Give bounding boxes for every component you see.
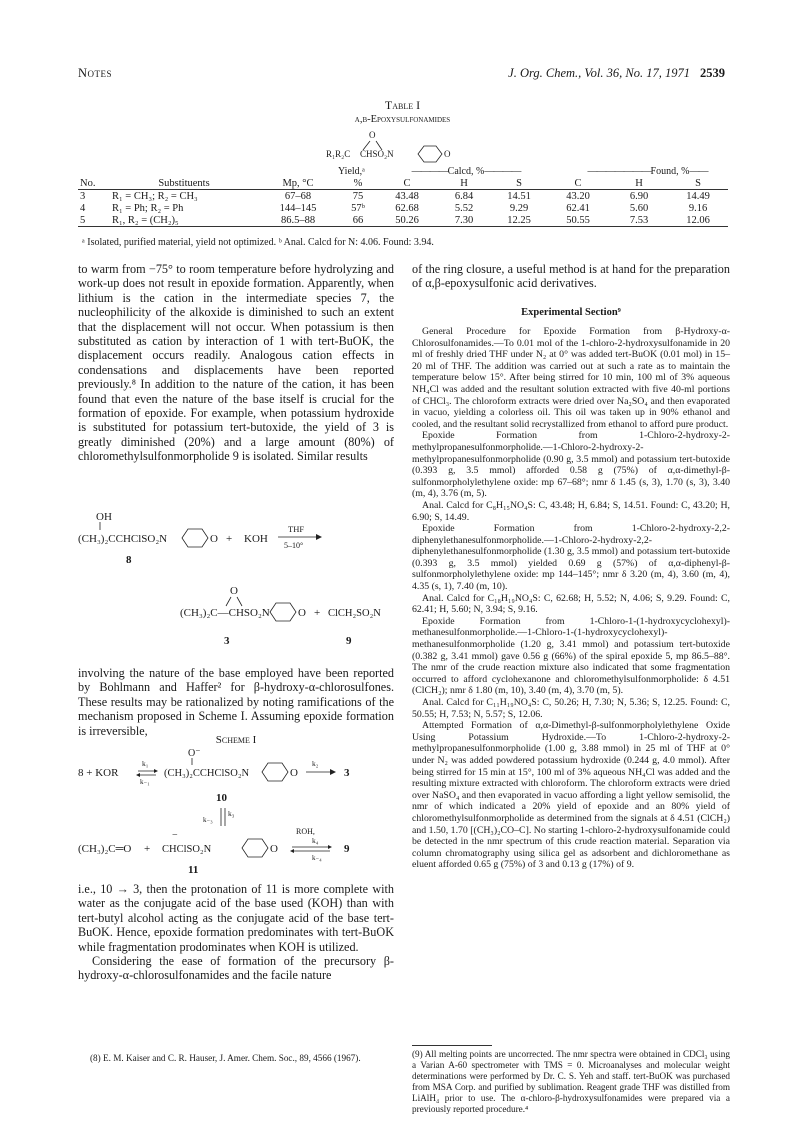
left-paragraph-1 — [78, 262, 394, 464]
col-header: No. — [80, 177, 96, 189]
table-cell: 7.53 — [629, 214, 649, 226]
experimental-paragraph: General Procedure for Epoxide Formation from β-Hydroxy-α-Chlorosulfonamides.—To 0.01 mol of the 1-chloro-2-hydroxysulfonamide in 20 ml of freshly dried THF under N₂ at 0° was added tert-BuOK (0.01 mol) in 15–20 ml of THF. The addition was carried out at such a rate as to maintain the temperature below 15°. After being stirred for 10 min, 100 ml of 3% aqueous NH₄Cl was added and the resultant solution extracted with five 40-ml portions of CHCl₃. The chloroform extracts were dried over Na₂SO₄ and then evaporated in vacuo, yielding a colorless oil. This oil was taken up in 90% ethanol and cooled, and the resultant solid recrystallized from ethanol to afford pure product. — [412, 326, 730, 430]
body-text: to warm from −75° to room temperature before hydrolyzing and work-up does not result in epoxide formation. Apparently, when lithium is the cation in the intermediate species 7, the nucleophilicity of the alkoxide is diminished to such an extent that the displacement will not occur. When potassium is then substituted as cation by interaction of 1 with tert-BuOK, the displacement occurs readily. Analogous cation effects in condensations and displacements have been reported previously.⁸ In addition to the nature of the cation, it has been found that even the nature of the base itself is crucial for the formation of epoxide. For example, when potassium hydroxide is substituted for potassium tert-butoxide, the yield of 3 is greatly diminished (20%) and a large amount (80%) of chloromethylsulfonmorpholide 9 is isolated. Similar results — [78, 262, 394, 464]
morpholine-ring-icon — [262, 763, 288, 781]
experimental-paragraph: Epoxide Formation from 1-Chloro-1-(1-hydroxycyclohexyl)-methanesulfonmorpholide.—1-Chloro-1-(1-hydroxycyclohexyl)-methanesulfonmorpholide (1.20 g, 3.41 mmol) and potassium tert-butoxide (0.382 g, 3.41 mmol) gave 0.56 g (66%) of the spiral epoxide 5, mp 86.5–88°. The nmr of the crude reaction mixture also indicated that some fragmentation occurred to afford cyclohexanone and chloromethylsulfonmorpholide: δ 4.51 (ClCH₂); nmr δ 1.80 (m, 10), 3.40 (m, 4), 3.70 (m, 5). — [412, 615, 730, 697]
table-subtitle: α,β-Epoxysulfonamides — [354, 114, 451, 125]
table-cell: 86.5–88 — [280, 214, 316, 226]
journal-citation: J. Org. Chem., Vol. 36, No. 17, 1971 — [508, 66, 690, 80]
found-head: ———————Found, %—— — [587, 166, 708, 177]
body-text: i.e., 10 → 3, then the protonation of 11 is more complete with water as the conjugate acid of the base used (KOH) than with tert-butyl alcohol acting as the conjugate acid of the base tert-BuOK. Hence, epoxide formation predominates with tert-BuOK while fragmentation prodominates when KOH is utilized. — [78, 882, 394, 954]
table-row — [78, 214, 728, 227]
svg-text:+: + — [314, 607, 321, 619]
svg-text:O: O — [270, 843, 278, 855]
table-cell: 5.52 — [454, 202, 474, 214]
svg-text:O: O — [290, 767, 298, 779]
table-cell: 43.20 — [566, 190, 590, 202]
svg-text:k₋₄: k₋₄ — [312, 854, 322, 862]
footnote-rule — [412, 1045, 492, 1046]
col-header: C — [403, 177, 411, 189]
table-cell: 12.06 — [686, 214, 710, 226]
experimental-paragraph: Anal. Calcd for C₁₁H₁₉NO₄S: C, 50.26; H, 7.30; N, 5.36; S, 12.25. Found: C, 50.55; H, 7.53; N, 5.57; S, 12.06. — [412, 697, 730, 720]
reaction-scheme-koh — [78, 508, 396, 673]
body-text: of the ring closure, a useful method is at hand for the preparation of α,β-epoxysulfonic acid derivatives. — [412, 262, 730, 291]
running-head-journal — [508, 66, 725, 81]
reactant-label: (CH₃)₂CCHClSO₂N — [78, 533, 168, 545]
table-cell: R₁ = Ph; R₂ = Ph — [112, 202, 184, 214]
table-footnote: ᵃ Isolated, purified material, yield not optimized. ᵇ Anal. Calcd for N: 4.06. Found: 3.94. — [82, 237, 434, 248]
table-cell: R₁ = CH₃; R₂ = CH₃ — [112, 190, 198, 202]
svg-text:O: O — [298, 607, 306, 619]
svg-text:k₋₁: k₋₁ — [140, 778, 150, 786]
table-cell: 66 — [352, 214, 364, 226]
col-header: Substituents — [158, 177, 210, 189]
table-cell: 144–145 — [279, 202, 317, 214]
table-cell: 62.68 — [395, 202, 419, 214]
table-cell: 7.30 — [454, 214, 474, 226]
compound-10: 10 — [216, 792, 227, 804]
table-cell: 14.51 — [507, 190, 531, 202]
compound-3: 3 — [224, 635, 230, 647]
scheme-start: 8 + KOR — [78, 767, 119, 779]
epoxide-label: (CH₃)₂C—CHSO₂N — [180, 607, 270, 619]
morpholine-ring-icon — [418, 146, 442, 162]
table-cell: 62.41 — [566, 202, 590, 214]
table-structure — [320, 128, 500, 164]
svg-text:3: 3 — [344, 767, 350, 779]
chloromethyl-label: ClCH₂SO₂N — [328, 608, 381, 619]
body-text: involving the nature of the base employed have been reported by Bohlmann and Haffer² for β-hydroxy-α-chlorosulfones. These results may be rationalized by noting ramifications of the mechanism proposed in Scheme I. Assuming epoxide formation is irreversible, — [78, 666, 394, 738]
svg-text:k₋₃: k₋₃ — [203, 816, 213, 824]
svg-text:O: O — [444, 149, 451, 159]
table-cell: 5.60 — [629, 202, 649, 214]
col-header: % — [353, 177, 363, 189]
svg-text:9: 9 — [344, 843, 350, 855]
data-table — [78, 177, 728, 227]
page-number: 2539 — [700, 66, 725, 80]
experimental-text — [412, 326, 730, 871]
experimental-paragraph: Attempted Formation of α,α-Dimethyl-β-sulfonmorpholylethylene Oxide Using Potassium Hydroxide.—To 1-Chloro-2-hydroxy-2-methylpropanesulfonmorpholide (1.00 g, 3.88 mmol) in 25 ml of THF at 0° under N₂ was added powdered potassium hydroxide (0.244 g, 4.0 mmol). After being stirred for 15 min at 15°, 100 ml of 3% aqueous NH₄Cl was added and the resulting mixture extracted with chloroform. The chloroform extracts were dried over NaSO₄ and then evaporated in vacuo affording a light yellow semisolid, the nmr of which indicated a 20% yield of epoxide and an 80% yield of chloromethylsulfonmorpholide as determined from the signals at δ 4.51 (ClCH₂) and 1.50, 1.70 [(CH₃)₂CO–C]. No starting 1-chloro-2-hydroxysulfonamide could be detected in the nmr spectrum of this crude reaction material. Separation via column chromatography using silica gel as adsorbent and dichloromethane as eluent afforded 0.65 g (75%) of 3 and 0.13 g (17%) of 9. — [412, 720, 730, 871]
table-cell: 4 — [80, 202, 86, 214]
table-cell: 75 — [352, 190, 364, 202]
svg-text:5–10°: 5–10° — [284, 541, 304, 550]
svg-text:ROH,: ROH, — [296, 827, 315, 836]
table-title: Table I — [384, 98, 421, 112]
table-cell: 14.49 — [686, 190, 710, 202]
svg-text:k₂: k₂ — [312, 759, 319, 768]
table-cell: 3 — [80, 190, 86, 202]
anion-label: CHClSO₂N — [162, 844, 212, 855]
svg-text:k₃: k₃ — [228, 809, 235, 818]
table-cell: R₁, R₂ = (CH₂)₅ — [112, 214, 179, 226]
table-cell: 9.29 — [509, 202, 529, 214]
table-cell: 50.26 — [395, 214, 419, 226]
table-row — [78, 202, 728, 214]
calcd-head-label: Calcd, % — [447, 166, 485, 177]
left-paragraph-2 — [78, 666, 394, 738]
svg-text:O⁻: O⁻ — [188, 748, 201, 759]
running-head-section: Notes — [78, 66, 113, 80]
section-heading: Experimental Section⁹ — [521, 307, 621, 318]
structure-left: R₁R₂C — [326, 149, 351, 159]
svg-text:k₁: k₁ — [142, 759, 149, 768]
found-head-label: Found, % — [650, 166, 690, 177]
morpholine-ring-icon — [270, 603, 296, 621]
svg-text:k₄: k₄ — [312, 836, 319, 845]
svg-text:−: − — [172, 830, 178, 841]
right-footnote: (9) All melting points are uncorrected. The nmr spectra were obtained in CDCl₃ using a Varian A-60 spectrometer with TMS = 0. Microanalyses and molecular weight determinations were performed by Dr. C. S. Yeh and staff. tert-BuOK was purchased from MSA Corp. and purified by sublimation. Reagent grade THF was distilled from LiAlH₄ prior to use. The α-chloro-β-hydroxysulfonamides were prepared via a previously reported procedure.⁴ — [412, 1049, 730, 1114]
table-cell: 5 — [80, 214, 86, 226]
left-paragraph-3 — [78, 882, 394, 983]
scheme-1 — [78, 746, 396, 876]
right-paragraph-1 — [412, 262, 730, 291]
table-cell: 67–68 — [284, 190, 312, 202]
oh-label: OH — [96, 511, 112, 523]
compound-8: 8 — [126, 554, 132, 566]
col-header: S — [695, 177, 701, 189]
intermediate-label: (CH₃)₂CCHClSO₂N — [164, 768, 250, 779]
yield-head: Yield,ᵃ — [338, 166, 365, 177]
svg-text:+: + — [144, 843, 151, 855]
calcd-head: ————Calcd, %———— — [411, 166, 521, 177]
col-header: C — [574, 177, 582, 189]
col-header: S — [516, 177, 522, 189]
table-cell: 43.48 — [395, 190, 419, 202]
compound-11: 11 — [188, 864, 199, 876]
acetone-label: (CH₃)₂C═O — [78, 843, 132, 855]
col-header: H — [635, 177, 643, 189]
svg-text:THF: THF — [288, 524, 305, 534]
morpholine-ring-icon — [182, 529, 208, 547]
body-text: Considering the ease of formation of the precursory β-hydroxy-α-chlorosulfonamides and the facile nature — [78, 954, 394, 983]
experimental-paragraph: Anal. Calcd for C₁₈H₁₉NO₄S: C, 62.68; H, 5.52; N, 4.06; S, 9.29. Found: C, 62.41; H, 5.60; N, 3.94; S, 9.16. — [412, 592, 730, 616]
table-cell: 6.84 — [454, 190, 474, 202]
koh-label: KOH — [244, 533, 268, 545]
table-cell: 9.16 — [688, 202, 708, 214]
morpholine-ring-icon — [242, 839, 268, 857]
structure-mid: CHSO₂N — [360, 149, 394, 159]
table-header-row — [78, 177, 728, 190]
svg-text:+: + — [226, 533, 233, 545]
table-cell: 6.90 — [629, 190, 649, 202]
col-header: H — [460, 177, 468, 189]
table-cell: 57ᵇ — [351, 202, 365, 214]
col-header: Mp, °C — [282, 177, 314, 189]
table-cell: 50.55 — [566, 214, 590, 226]
svg-text:O: O — [210, 533, 218, 545]
table-row — [78, 190, 728, 203]
table-cell: 12.25 — [507, 214, 531, 226]
svg-text:O: O — [230, 585, 238, 597]
scheme-title: Scheme I — [215, 734, 257, 746]
experimental-paragraph: Epoxide Formation from 1-Chloro-2-hydroxy-2-methylpropanesulfonmorpholide.—1-Chloro-2-hydroxy-2-methylpropanesulfonmorpholide (0.90 g, 3.5 mmol) and potassium tert-butoxide (0.393 g, 3.5 mmol) afforded 0.58 g (75%) of α,α-dimethyl-β-sulfonmorpholylethylene oxide: mp 67–68°; nmr δ 1.45 (s, 3), 1.70 (s, 3), 3.40 (m, 4), 3.76 (m, 5). — [412, 430, 730, 500]
structure-oxygen: O — [369, 130, 376, 140]
experimental-paragraph: Epoxide Formation from 1-Chloro-2-hydroxy-2,2-diphenylethanesulfonmorpholide.—1-Chloro-2-hydroxy-2,2-diphenylethanesulfonmorpholide (1.30 g, 3.5 mmol) and potassium tert-butoxide (0.393 g, 3.5 mmol) yielded 0.69 g (57%) of α,α-diphenyl-β-sulfonmorpholylethylene oxide: mp 144–145°; nmr δ 3.20 (m, 4), 3.60 (m, 4), 4.35 (s, 1), 7.40 (m, 10). — [412, 523, 730, 593]
left-footnote: (8) E. M. Kaiser and C. R. Hauser, J. Amer. Chem. Soc., 89, 4566 (1967). — [90, 1053, 361, 1063]
compound-9: 9 — [346, 635, 352, 647]
experimental-paragraph: Anal. Calcd for C₈H₁₅NO₄S: C, 43.48; H, 6.84; S, 14.51. Found: C, 43.20; H, 6.90; S, 14.49. — [412, 499, 730, 523]
